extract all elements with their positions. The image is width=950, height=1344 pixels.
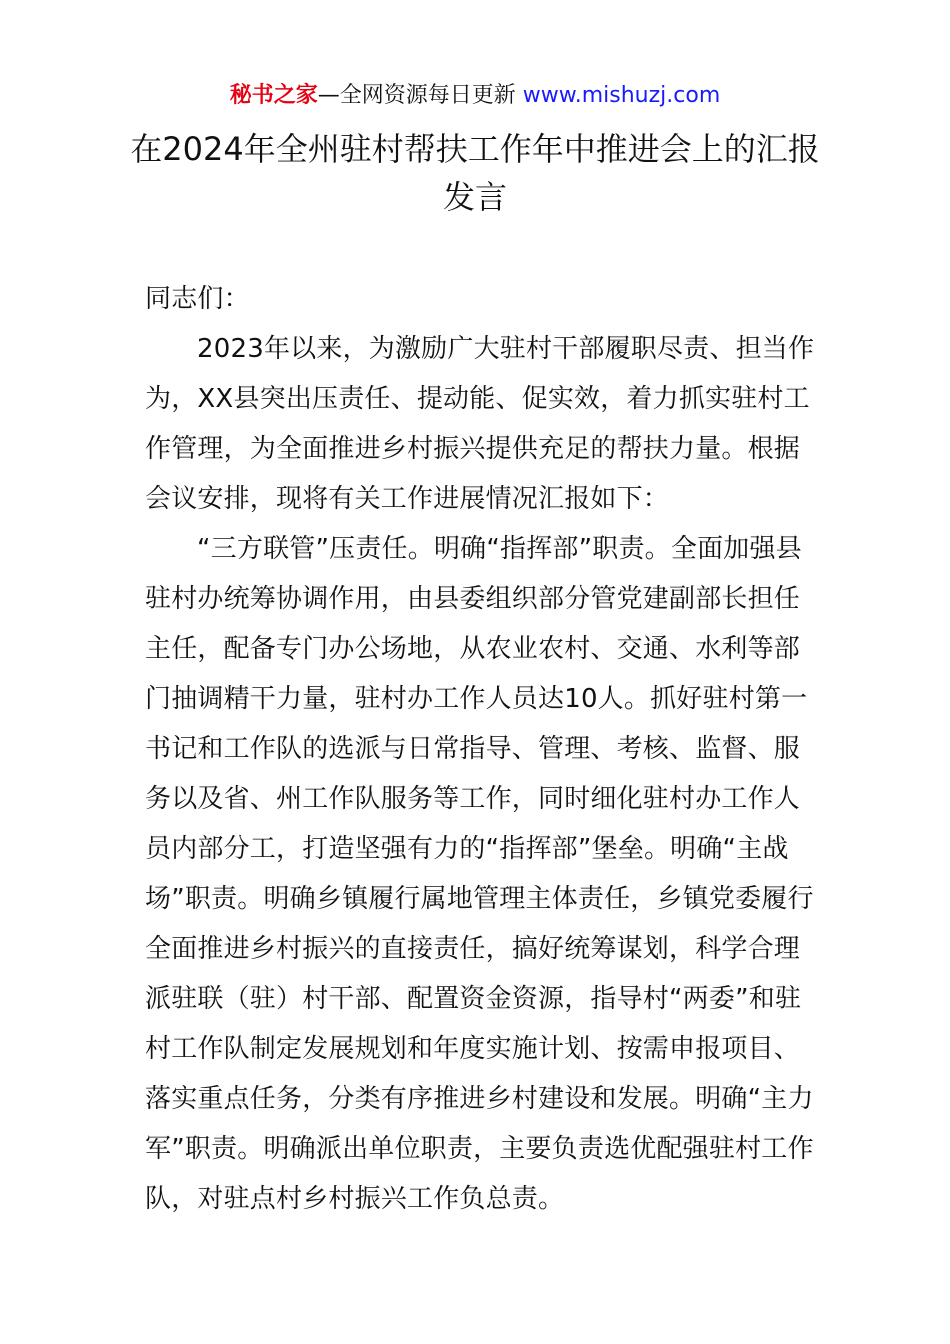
document-body (145, 274, 815, 1224)
document-title: 在2024年全州驻村帮扶工作年中推进会上的汇报发言 (130, 130, 820, 216)
paragraph-intro: 2023年以来，为激励广大驻村干部履职尽责、担当作为，XX县突出压责任、提动能、促实效，着力抓实驻村工作管理，为全面推进乡村振兴提供充足的帮扶力量。根据会议安排，现将有关工作进展情况汇报如下： (145, 334, 815, 514)
site-tagline: —全网资源每日更新 (317, 83, 523, 108)
site-brand: 秘书之家 (229, 83, 318, 108)
paragraph-responsibility: “三方联管”压责任。明确“指挥部”职责。全面加强县驻村办统筹协调作用，由县委组织部分管党建副部长担任主任，配备专门办公场地，从农业农村、交通、水利等部门抽调精干力量，驻村办工作人员达10人。抓好驻村第一书记和工作队的选派与日常指导、管理、考核、监督、服务以及省、州工作队服务等工作，同时细化驻村办工作人员内部分工，打造坚强有力的“指挥部”堡垒。明确“主战场”职责。明确乡镇履行属地管理主体责任，乡镇党委履行全面推进乡村振兴的直接责任，搞好统筹谋划，科学合理派驻联（驻）村干部、配置资金资源，指导村“两委”和驻村工作队制定发展规划和年度实施计划、按需申报项目、落实重点任务，分类有序推进乡村建设和发展。明确“主力军”职责。明确派出单位职责，主要负责选优配强驻村工作队，对驻点村乡村振兴工作负总责。 (145, 534, 814, 1214)
site-header (0, 80, 950, 112)
site-url-link[interactable]: www.mishuzj.com (522, 83, 721, 108)
salutation: 同志们： (145, 284, 250, 314)
